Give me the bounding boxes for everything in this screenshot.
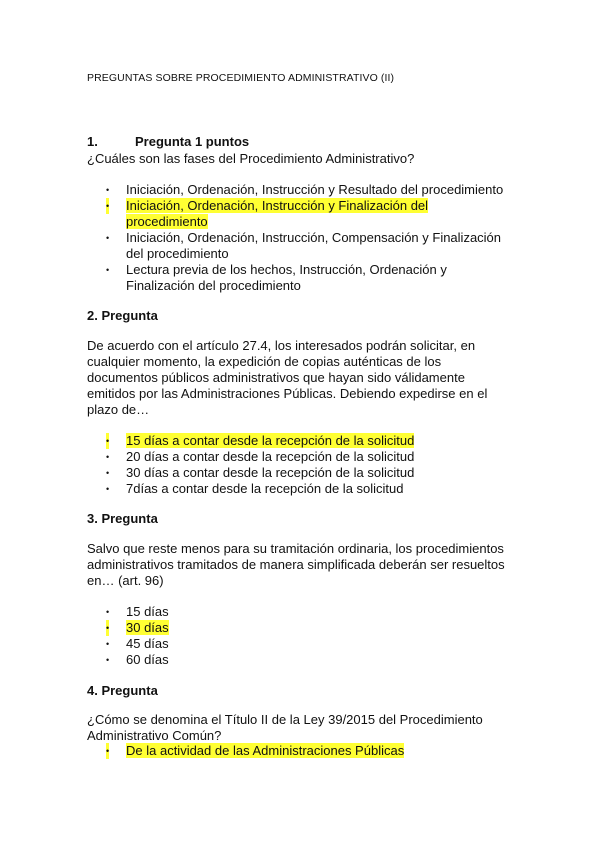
question-3-option-4[interactable] (100, 652, 510, 668)
option-text: 30 días (126, 620, 169, 635)
bullet-icon: • (106, 265, 110, 275)
text-line: Salvo que reste menos para su tramitación ordinaria, los procedimientos (87, 541, 504, 556)
bullet-icon: • (106, 620, 109, 636)
question-1-option-3[interactable] (100, 230, 510, 262)
text-line: Administrativo Común? (87, 728, 222, 743)
bullet-icon: • (106, 185, 110, 195)
text-line: en… (art. 96) (87, 573, 164, 588)
option-text: 60 días (126, 652, 169, 667)
text-line: ¿Cómo se denomina el Título II de la Ley 39/2015 del Procedimiento (87, 712, 483, 727)
option-line: del procedimiento (126, 246, 229, 261)
question-2-option-2[interactable] (100, 449, 510, 465)
text-line: plazo de… (87, 402, 150, 417)
question-1-title: Pregunta 1 puntos (135, 134, 250, 149)
option-text: 30 días a contar desde la recepción de la solicitud (126, 465, 415, 480)
option-text: 7días a contar desde la recepción de la solicitud (126, 481, 404, 496)
question-3-option-1[interactable] (100, 604, 510, 620)
question-2-options (100, 433, 510, 497)
option-text: 45 días (126, 636, 169, 651)
text-line: emitidos por las Administraciones Públicas. Debiendo expedirse en el (87, 386, 488, 401)
question-1-options (100, 182, 510, 294)
text-line: cualquier momento, la expedición de copias auténticas de los (87, 354, 442, 369)
bullet-icon: • (106, 607, 110, 617)
bullet-icon: • (106, 468, 110, 478)
bullet-icon: • (106, 743, 109, 759)
question-1-option-1[interactable] (100, 182, 510, 198)
question-1-option-4[interactable] (100, 262, 510, 294)
question-2-option-1[interactable] (100, 433, 510, 449)
text-line: De acuerdo con el artículo 27.4, los interesados podrán solicitar, en (87, 338, 476, 353)
question-2-option-4[interactable] (100, 481, 510, 497)
option-line: procedimiento (126, 214, 208, 229)
question-2-option-3[interactable] (100, 465, 510, 481)
bullet-icon: • (106, 198, 109, 214)
question-4-option-1[interactable] (100, 743, 510, 759)
question-3-text (87, 541, 507, 589)
question-3-options (100, 604, 510, 668)
option-line: Iniciación, Ordenación, Instrucción y Resultado del procedimiento (126, 182, 504, 197)
bullet-icon: • (106, 484, 110, 494)
question-1-number: 1. (87, 134, 98, 149)
question-4-options (100, 743, 510, 759)
question-2-heading: 2. Pregunta (87, 308, 158, 323)
question-3-option-2[interactable] (100, 620, 510, 636)
option-text: De la actividad de las Administraciones Públicas (126, 743, 405, 758)
question-4-heading: 4. Pregunta (87, 683, 158, 698)
bullet-icon: • (106, 452, 110, 462)
document-title: PREGUNTAS SOBRE PROCEDIMIENTO ADMINISTRATIVO (II) (87, 72, 395, 84)
bullet-icon: • (106, 233, 110, 243)
bullet-icon: • (106, 655, 110, 665)
option-line: Lectura previa de los hechos, Instrucción, Ordenación y (126, 262, 447, 277)
question-4-text (87, 712, 507, 744)
option-line: Finalización del procedimiento (126, 278, 301, 293)
bullet-icon: • (106, 639, 110, 649)
option-line: Iniciación, Ordenación, Instrucción, Compensación y Finalización (126, 230, 502, 245)
question-3-option-3[interactable] (100, 636, 510, 652)
question-2-text (87, 338, 507, 418)
question-1-option-2[interactable] (100, 198, 510, 230)
option-text: 20 días a contar desde la recepción de la solicitud (126, 449, 415, 464)
text-line: administrativos tramitados de manera simplificada deberán ser resueltos (87, 557, 505, 572)
bullet-icon: • (106, 433, 109, 449)
option-text: 15 días a contar desde la recepción de la solicitud (126, 433, 415, 448)
option-text: 15 días (126, 604, 169, 619)
text-line: documentos públicos administrativos que hayan sido válidamente (87, 370, 465, 385)
question-1-text: ¿Cuáles son las fases del Procedimiento Administrativo? (87, 151, 415, 166)
option-line: Iniciación, Ordenación, Instrucción y Finalización del (126, 198, 429, 213)
question-3-heading: 3. Pregunta (87, 511, 158, 526)
question-1-heading (87, 134, 249, 149)
